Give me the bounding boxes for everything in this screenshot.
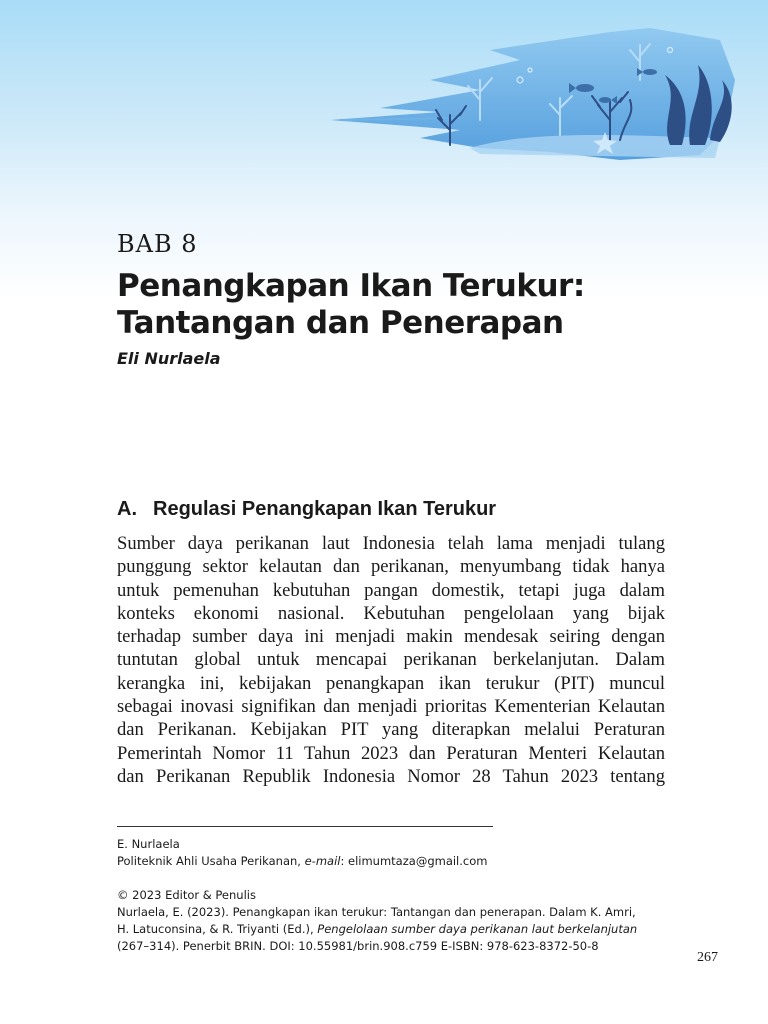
footnote-author: E. Nurlaela [117,837,180,851]
copyright-notice: © 2023 Editor & Penulis [117,888,256,902]
chapter-title-line-1: Penangkapan Ikan Terukur: [117,268,585,304]
body-line: tuntutan global untuk mencapai perikanan berkelanjutan. Dalam [117,649,665,671]
section-number: A. [117,498,137,520]
citation-line-2 [117,921,677,938]
citation-editors: H. Latuconsina, & R. Triyanti (Ed.), [117,922,318,936]
page-number: 267 [697,950,718,965]
chapter-title-line-2: Tantangan dan Penerapan [117,305,564,341]
body-line: punggung sektor kelautan dan perikanan, menyumbang tidak hanya [117,556,665,578]
body-line: sebagai inovasi signifikan dan menjadi prioritas Kementerian Kelautan [117,696,665,718]
citation-book-title: Pengelolaan sumber daya perikanan laut berkelanjutan [317,922,638,936]
footnote-divider [117,826,493,827]
section-heading [117,498,496,521]
chapter-title [117,268,677,342]
body-line: dan Perikanan Republik Indonesia Nomor 28 Tahun 2023 tentang [117,765,665,787]
body-line: Pemerintah Nomor 11 Tahun 2023 dan Peraturan Menteri Kelautan [117,742,665,764]
chapter-label: BAB 8 [117,230,198,258]
section-title: Regulasi Penangkapan Ikan Terukur [153,498,497,520]
footnotes [117,836,677,955]
citation-line-3: (267–314). Penerbit BRIN. DOI: 10.55981/brin.908.c759 E-ISBN: 978-623-8372-50-8 [117,939,599,953]
affiliation-text: Politeknik Ahli Usaha Perikanan, [117,854,305,868]
body-line: konteks ekonomi nasional. Kebutuhan pengelolaan yang bijak [117,602,665,624]
body-paragraph [117,532,665,788]
chapter-author: Eli Nurlaela [117,349,221,368]
ocean-banner-illustration [320,20,740,170]
body-line: untuk pemenuhan kebutuhan pangan domestik, tetapi juga dalam [117,579,665,601]
email-label: e-mail [304,854,341,868]
citation-line-1: Nurlaela, E. (2023). Penangkapan ikan terukur: Tantangan dan penerapan. Dalam K. Amri, [117,905,636,919]
email-separator: : [340,854,349,868]
body-line: dan Perikanan. Kebijakan PIT yang diterapkan melalui Peraturan [117,719,665,741]
footnote-affiliation [117,853,677,870]
body-line: kerangka ini, kebijakan penangkapan ikan terukur (PIT) muncul [117,672,665,694]
email-address: elimumtaza@gmail.com [348,854,488,868]
body-line: Sumber daya perikanan laut Indonesia telah lama menjadi tulang [117,533,665,554]
body-line: terhadap sumber daya ini menjadi makin mendesak seiring dengan [117,626,665,648]
